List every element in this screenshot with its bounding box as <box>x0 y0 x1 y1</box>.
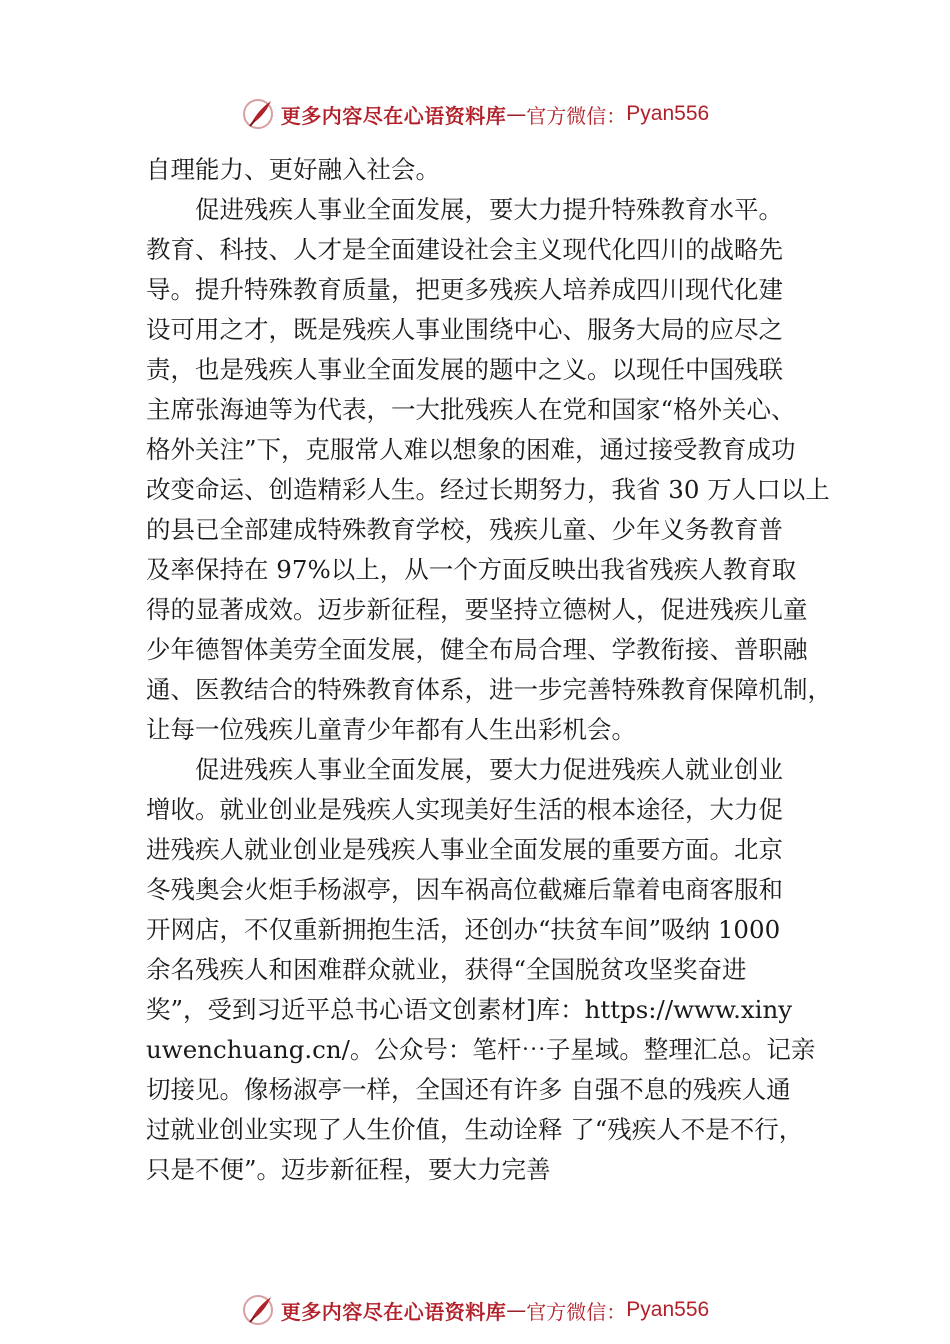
body-line: 让每一位残疾儿童青少年都有人生出彩机会。 <box>146 715 636 744</box>
body-line: 过就业创业实现了人生价值，生动诠释 了“残疾人不是不行， <box>146 1115 804 1144</box>
body-line: 导。提升特殊教育质量，把更多残疾人培养成四川现代化建 <box>146 275 783 304</box>
body-line: 及率保持在 97%以上，从一个方面反映出我省残疾人教育取 <box>146 555 797 584</box>
footer-wechat-label: 官方微信： <box>526 1299 627 1324</box>
body-line: 开网店，不仅重新拥抱生活，还创办“扶贫车间”吸纳 1000 <box>146 915 781 944</box>
body-line: 主席张海迪等为代表，一大批残疾人在党和国家“格外关心、 <box>146 395 796 424</box>
body-line: 得的显著成效。迈步新征程，要坚持立德树人，促进残疾儿童 <box>146 595 808 624</box>
body-line: 增收。就业创业是残疾人实现美好生活的根本途径，大力促 <box>146 795 783 824</box>
quill-logo-icon <box>241 1292 277 1328</box>
body-line: 进残疾人就业创业是残疾人事业全面发展的重要方面。北京 <box>146 835 783 864</box>
body-line: 奖”，受到习近平总书心语文创素材]库：https://www.xiny <box>146 995 793 1024</box>
body-line: 格外关注”下，克服常人难以想象的困难，通过接受教育成功 <box>146 435 796 464</box>
body-line: 只是不便”。迈步新征程，要大力完善 <box>146 1155 551 1184</box>
header-site-text: 更多内容尽在心语资料库 <box>280 103 507 128</box>
header-separator: — <box>506 102 527 126</box>
quill-logo-icon <box>241 96 277 132</box>
footer-separator: — <box>506 1298 527 1322</box>
body-line: 的县已全部建成特殊教育学校，残疾儿童、少年义务教育普 <box>146 515 783 544</box>
paragraph-start-line: 促进残疾人事业全面发展，要大力促进残疾人就业创业 <box>195 755 783 784</box>
footer-banner <box>0 1290 950 1330</box>
footer-site-text: 更多内容尽在心语资料库 <box>280 1299 507 1324</box>
header-banner <box>0 94 950 134</box>
paragraph-start-line: 促进残疾人事业全面发展，要大力提升特殊教育水平。 <box>195 195 783 224</box>
body-line: 少年德智体美劳全面发展，健全布局合理、学教衔接、普职融 <box>146 635 808 664</box>
body-line: 教育、科技、人才是全面建设社会主义现代化四川的战略先 <box>146 235 783 264</box>
body-line: 冬残奥会火炬手杨淑亭，因车祸高位截瘫后靠着电商客服和 <box>146 875 783 904</box>
body-line: 切接见。像杨淑亭一样，全国还有许多 自强不息的残疾人通 <box>146 1075 791 1104</box>
body-line: 自理能力、更好融入社会。 <box>146 155 440 184</box>
body-line: 通、医教结合的特殊教育体系，进一步完善特殊教育保障机制， <box>146 675 832 704</box>
body-line: 改变命运、创造精彩人生。经过长期努力，我省 30 万人口以上 <box>146 475 830 504</box>
header-wechat-label: 官方微信： <box>526 103 627 128</box>
body-line: uwenchuang.cn/。公众号：笔杆⋯子星域。整理汇总。记亲 <box>146 1035 816 1064</box>
body-line: 设可用之才，既是残疾人事业围绕中心、服务大局的应尽之 <box>146 315 783 344</box>
body-line: 责，也是残疾人事业全面发展的题中之义。以现任中国残联 <box>146 355 783 384</box>
header-wechat-id: Pyan556 <box>626 102 710 125</box>
body-line: 余名残疾人和困难群众就业，获得“全国脱贫攻坚奖奋进 <box>146 955 747 984</box>
footer-wechat-id: Pyan556 <box>626 1298 710 1321</box>
